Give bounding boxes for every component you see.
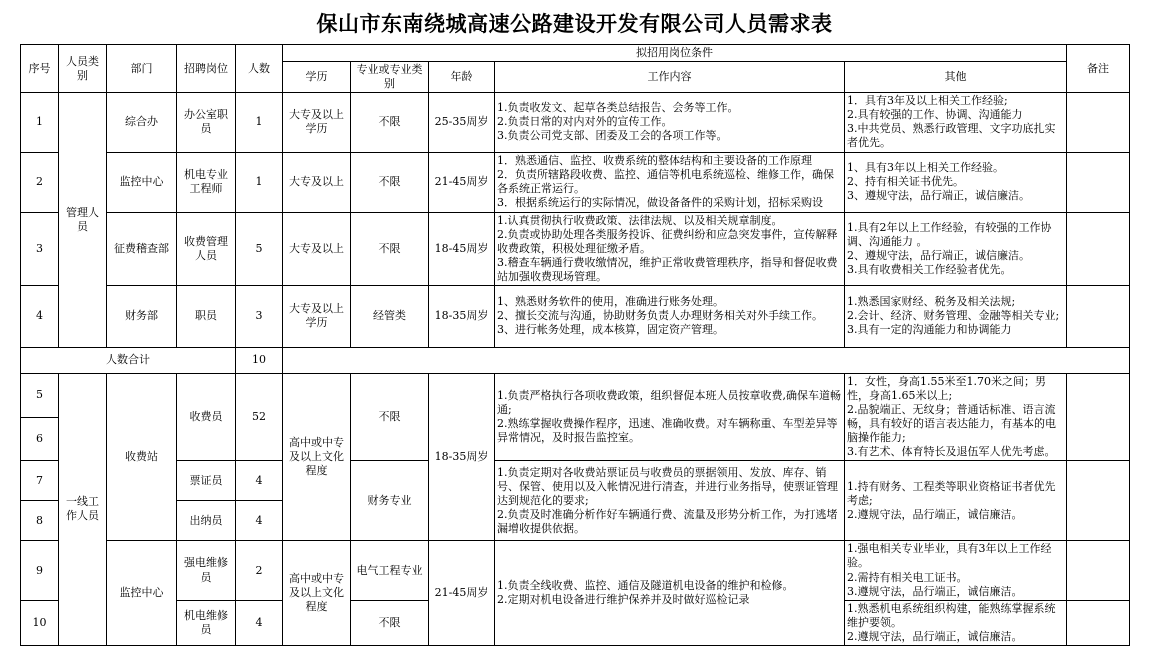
- cell-work-content: 1.认真贯彻执行收费政策、法律法规、以及相关规章制度。 2.负责或协助处理各类服务投诉、征费纠纷和应急突发事件，宣传解释收费政策，积极处理征缴矛盾。 3.稽查车辆通行费收缴情况，维护正常收费管理秩序，指导和督促收费站加强收费现场管理。: [495, 212, 845, 285]
- header-conditions-group: 拟招用岗位条件: [283, 45, 1067, 62]
- page-title: 保山市东南绕城高速公路建设开发有限公司人员需求表: [316, 11, 833, 36]
- header-department: 部门: [107, 45, 177, 93]
- cell-seq: 6: [21, 417, 59, 461]
- cell-education: 大专及以上: [283, 152, 351, 212]
- header-major: 专业或专业类别: [351, 62, 429, 93]
- cell-remarks: [1067, 285, 1130, 347]
- cell-other: 1、具有3年以上相关工作经验。 2、持有相关证书优先。 3、遵规守法，品行端正，诚信廉洁。: [845, 152, 1067, 212]
- cell-position: 票证员: [177, 461, 236, 501]
- cell-seq: 3: [21, 212, 59, 285]
- header-work-content: 工作内容: [495, 62, 845, 93]
- cell-work-content: 1、熟悉财务软件的使用，准确进行账务处理。 2、擅长交流与沟通，协助财务负责人办理财务相关对外手续工作。 3、进行帐务处理，成本核算，固定资产管理。: [495, 285, 845, 347]
- personnel-requirements-table: [20, 44, 1130, 646]
- header-age: 年龄: [429, 62, 495, 93]
- cell-position: 出纳员: [177, 501, 236, 541]
- cell-remarks: [1067, 152, 1130, 212]
- cell-seq: 9: [21, 541, 59, 600]
- table-row: [21, 93, 1130, 152]
- table-row: [21, 373, 1130, 417]
- cell-major: 不限: [351, 93, 429, 152]
- cell-department: 征费稽查部: [107, 212, 177, 285]
- cell-education: 大专及以上: [283, 212, 351, 285]
- total-row: [21, 347, 1130, 373]
- cell-work-content: 1．熟悉通信、监控、收费系统的整体结构和主要设备的工作原理 2．负责所辖路段收费、监控、通信等机电系统巡检、维修工作，确保各系统正常运行。 3．根据系统运行的实际情况，做设备备件的采购计划，招标采购设: [495, 152, 845, 212]
- table-row: [21, 541, 1130, 600]
- cell-remarks: [1067, 93, 1130, 152]
- cell-department: 监控中心: [107, 152, 177, 212]
- table-header: [21, 45, 1130, 93]
- cell-position: 职员: [177, 285, 236, 347]
- cell-headcount: 4: [236, 600, 283, 645]
- header-other: 其他: [845, 62, 1067, 93]
- header-row-1: [21, 45, 1130, 62]
- header-seq: 序号: [21, 45, 59, 93]
- cell-education: 大专及以上学历: [283, 285, 351, 347]
- cell-headcount: 1: [236, 152, 283, 212]
- table-body: [21, 93, 1130, 646]
- cell-headcount: 2: [236, 541, 283, 600]
- total-value: 10: [236, 347, 283, 373]
- cell-department: 财务部: [107, 285, 177, 347]
- cell-headcount: 3: [236, 285, 283, 347]
- header-education: 学历: [283, 62, 351, 93]
- cell-age: 18-35周岁: [429, 285, 495, 347]
- cell-headcount: 4: [236, 461, 283, 501]
- cell-remarks: [1067, 600, 1130, 645]
- table-row: [21, 461, 1130, 501]
- cell-major: 电气工程专业: [351, 541, 429, 600]
- cell-seq: 10: [21, 600, 59, 645]
- cell-seq: 4: [21, 285, 59, 347]
- cell-other: 1.熟悉国家财经、税务及相关法规; 2.会计、经济、财务管理、金融等相关专业; 3.具有一定的沟通能力和协调能力: [845, 285, 1067, 347]
- cell-other: 1.强电相关专业毕业，具有3年以上工作经验。 2.需持有相关电工证书。 3.遵规守法，品行端正，诚信廉洁。: [845, 541, 1067, 600]
- cell-work-content: 1.负责定期对各收费站票证员与收费员的票据领用、发放、库存、销号、保管、使用以及入帐情况进行清查，并进行业务指导，使票证管理达到规范化的要求; 2.负责及时准确分析作好车辆通行费、流量及形势分析工作，为打逃堵漏增收提供依据。: [495, 461, 845, 541]
- cell-major: 经管类: [351, 285, 429, 347]
- cell-work-content: 1.负责严格执行各项收费政策，组织督促本班人员按章收费,确保车道畅通; 2.熟练掌握收费操作程序，迅速、准确收费。对车辆称重、车型差异等异常情况，及时报告监控室。: [495, 373, 845, 460]
- cell-age: 18-45周岁: [429, 212, 495, 285]
- cell-position: 机电维修员: [177, 600, 236, 645]
- cell-position: 办公室职员: [177, 93, 236, 152]
- header-headcount: 人数: [236, 45, 283, 93]
- cell-department: 监控中心: [107, 541, 177, 646]
- cell-headcount: 1: [236, 93, 283, 152]
- cell-education: 高中或中专及以上文化程度: [283, 373, 351, 540]
- cell-work-content: 1.负责收发文、起草各类总结报告、会务等工作。 2.负责日常的对内对外的宣传工作。 3.负责公司党支部、团委及工会的各项工作等。: [495, 93, 845, 152]
- cell-seq: 1: [21, 93, 59, 152]
- cell-headcount: 4: [236, 501, 283, 541]
- cell-position: 强电维修员: [177, 541, 236, 600]
- cell-age: 21-45周岁: [429, 541, 495, 646]
- cell-other: 1．具有3年及以上相关工作经验; 2.具有较强的工作、协调、沟通能力 3.中共党员、熟悉行政管理、文字功底扎实者优先。: [845, 93, 1067, 152]
- cell-seq: 7: [21, 461, 59, 501]
- cell-department: 收费站: [107, 373, 177, 540]
- cell-age: 25-35周岁: [429, 93, 495, 152]
- header-remarks: 备注: [1067, 45, 1130, 93]
- table-row: [21, 152, 1130, 212]
- cell-education: 大专及以上学历: [283, 93, 351, 152]
- header-staff-category: 人员类别: [59, 45, 107, 93]
- table-row: [21, 285, 1130, 347]
- cell-age: 21-45周岁: [429, 152, 495, 212]
- cell-age: 18-35周岁: [429, 373, 495, 540]
- cell-position: 收费员: [177, 373, 236, 460]
- cell-other: 1.熟悉机电系统组织构建，能熟练掌握系统维护要领。 2.遵规守法，品行端正，诚信廉洁。: [845, 600, 1067, 645]
- cell-major: 不限: [351, 152, 429, 212]
- cell-work-content: 1.负责全线收费、监控、通信及隧道机电设备的维护和检修。 2.定期对机电设备进行维护保养并及时做好巡检记录: [495, 541, 845, 646]
- cell-other: 1.持有财务、工程类等职业资格证书者优先考虑; 2.遵规守法，品行端正，诚信廉洁。: [845, 461, 1067, 541]
- header-position: 招聘岗位: [177, 45, 236, 93]
- cell-education: 高中或中专及以上文化程度: [283, 541, 351, 646]
- cell-seq: 5: [21, 373, 59, 417]
- cell-major: 不限: [351, 212, 429, 285]
- cell-staff-category-management: 管理人员: [59, 93, 107, 348]
- cell-major: 不限: [351, 373, 429, 460]
- table-row: [21, 212, 1130, 285]
- cell-other: 1.具有2年以上工作经验，有较强的工作协调、沟通能力 。 2、遵规守法，品行端正，诚信廉洁。 3.具有收费相关工作经验者优先。: [845, 212, 1067, 285]
- cell-remarks: [1067, 461, 1130, 541]
- cell-remarks: [1067, 541, 1130, 600]
- cell-seq: 8: [21, 501, 59, 541]
- cell-remarks: [1067, 373, 1130, 460]
- cell-headcount: 52: [236, 373, 283, 460]
- cell-major: 不限: [351, 600, 429, 645]
- cell-staff-category-frontline: 一线工作人员: [59, 373, 107, 645]
- total-label: 人数合计: [21, 347, 236, 373]
- total-blank: [283, 347, 1130, 373]
- cell-other: 1．女性，身高1.55米至1.70米之间；男性，身高1.65米以上; 2.品貌端正、无纹身；普通话标准、语言流畅，具有较好的语言表达能力，有基本的电脑操作能力; 3.有艺术、体育特长及退伍军人优先考虑。: [845, 373, 1067, 460]
- cell-headcount: 5: [236, 212, 283, 285]
- cell-position: 机电专业工程师: [177, 152, 236, 212]
- cell-seq: 2: [21, 152, 59, 212]
- cell-position: 收费管理人员: [177, 212, 236, 285]
- cell-remarks: [1067, 212, 1130, 285]
- cell-department: 综合办: [107, 93, 177, 152]
- cell-major: 财务专业: [351, 461, 429, 541]
